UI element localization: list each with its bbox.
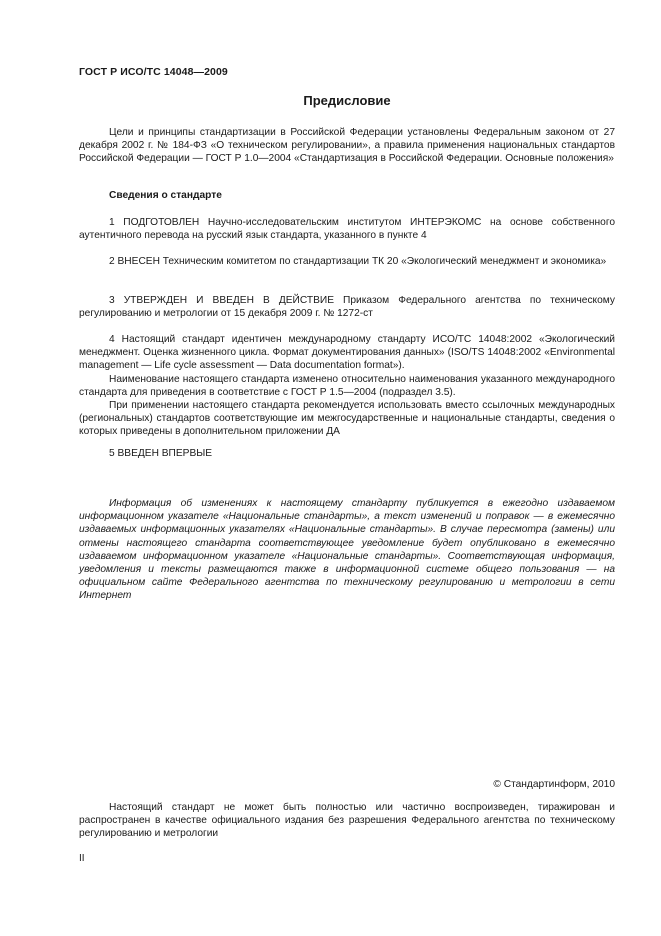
- item-5: [79, 447, 615, 460]
- item-4: [79, 333, 615, 439]
- reproduction-text: Настоящий стандарт не может быть полностью или частично воспроизведен, тиражирован и распространен в качестве официального издания без разрешения Федерального агентства по техническому регулированию и метрологии: [79, 802, 615, 840]
- copyright-text: © Стандартинформ, 2010: [493, 779, 615, 790]
- item-2: [79, 255, 615, 268]
- info-heading-block: [79, 189, 615, 202]
- intro-text: Цели и принципы стандартизации в Российской Федерации установлены Федеральным законом от 27 декабря 2002 г. № 184-ФЗ «О техническом регулировании», а правила применения национальных стандартов Российской Федерации — ГОСТ Р 1.0—2004 «Стандартизация в Российской Федерации. Основные положения»: [79, 127, 615, 165]
- item-5-text: 5 ВВЕДЕН ВПЕРВЫЕ: [109, 448, 213, 459]
- item-4-application-text: При применении настоящего стандарта рекомендуется использовать вместо ссылочных международных (региональных) стандартов соответствующие им межгосударственные и национальные стандарты, сведения о которых приведены в дополнительном приложении ДА: [79, 400, 615, 438]
- copyright-block: [79, 778, 615, 791]
- intro-paragraph: [79, 126, 615, 166]
- notice-text: Информация об изменениях к настоящему стандарту публикуется в ежегодно издаваемом информационном указателе «Национальные стандарты», а текст изменений и поправок — в ежемесячно издаваемых информационных указателях «Национальные стандарты». В случае пересмотра (замены) или отмены настоящего стандарта соответствующее уведомление будет опубликовано в ежемесячно издаваемом информационном указателе «Национальные стандарты». Соответствующая информация, уведомления и тексты размещаются также в информационной системе общего пользования — на официальном сайте Федерального агентства по техническому регулированию и метрологии в сети Интернет: [79, 498, 615, 602]
- standard-code: ГОСТ Р ИСО/ТС 14048—2009: [79, 66, 228, 78]
- reproduction-block: [79, 801, 615, 841]
- item-1: [79, 216, 615, 242]
- page-title: Предисловие: [303, 93, 391, 108]
- item-2-text: 2 ВНЕСЕН Техническим комитетом по стандартизации ТК 20 «Экологический менеджмент и экономика»: [109, 256, 607, 267]
- item-1-text: 1 ПОДГОТОВЛЕН Научно-исследовательским институтом ИНТЕРЭКОМС на основе собственного аутентичного перевода на русский язык стандарта, указанного в пункте 4: [79, 217, 615, 242]
- item-3-text: 3 УТВЕРЖДЕН И ВВЕДЕН В ДЕЙСТВИЕ Приказом Федерального агентства по техническому регулированию и метрологии от 15 декабря 2009 г. № 1272-ст: [79, 295, 615, 320]
- notice-block: [79, 497, 615, 603]
- item-4-rename-text: Наименование настоящего стандарта изменено относительно наименования указанного международного стандарта для приведения в соответствие с ГОСТ Р 1.5—2004 (подраздел 3.5).: [79, 373, 615, 398]
- item-4-text: 4 Настоящий стандарт идентичен международному стандарту ИСО/ТС 14048:2002 «Экологический менеджмент. Оценка жизненного цикла. Формат документирования данных» (ISO/TS 14048:2002 «Environmental management — Life cycle assessment — Data documentation format»).: [79, 334, 615, 372]
- info-heading: Сведения о стандарте: [109, 190, 222, 201]
- item-3: [79, 294, 615, 320]
- page-number: II: [79, 853, 85, 864]
